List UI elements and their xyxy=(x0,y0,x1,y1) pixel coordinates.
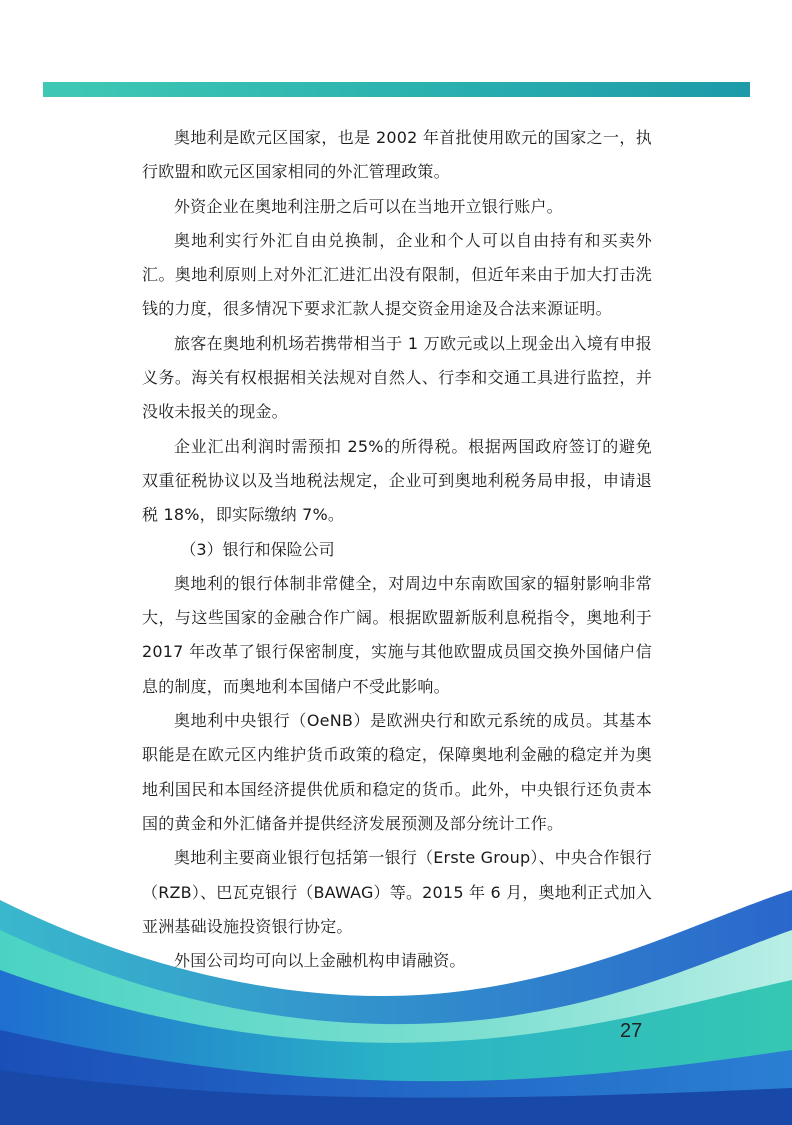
paragraph: 企业汇出利润时需预扣 25%的所得税。根据两国政府签订的避免双重征税协议以及当地税法规定，企业可到奥地利税务局申报，申请退税 18%，即实际缴纳 7%。 xyxy=(142,436,652,525)
body-text xyxy=(142,121,652,978)
paragraph: 外国公司均可向以上金融机构申请融资。 xyxy=(174,951,466,971)
header-band xyxy=(43,82,750,97)
paragraph: 奥地利中央银行（OeNB）是欧洲央行和欧元系统的成员。其基本职能是在欧元区内维护货币政策的稳定，保障奥地利金融的稳定并为奥地利国民和本国经济提供优质和稳定的货币。此外，中央银行还负责本国的黄金和外汇储备并提供经济发展预测及部分统计工作。 xyxy=(142,711,652,833)
page-number: 27 xyxy=(620,1020,643,1042)
section-heading: （3）银行和保险公司 xyxy=(180,539,335,559)
paragraph: 外资企业在奥地利注册之后可以在当地开立银行账户。 xyxy=(174,196,563,216)
paragraph: 奥地利是欧元区国家，也是 2002 年首批使用欧元的国家之一，执行欧盟和欧元区国家相同的外汇管理政策。 xyxy=(142,128,652,182)
paragraph: 旅客在奥地利机场若携带相当于 1 万欧元或以上现金出入境有申报义务。海关有权根据相关法规对自然人、行李和交通工具进行监控，并没收未报关的现金。 xyxy=(142,333,652,422)
paragraph: 奥地利主要商业银行包括第一银行（Erste Group）、中央合作银行（RZB）、巴瓦克银行（BAWAG）等。2015 年 6 月，奥地利正式加入亚洲基础设施投资银行协定。 xyxy=(142,848,652,936)
paragraph: 奥地利实行外汇自由兑换制，企业和个人可以自由持有和买卖外汇。奥地利原则上对外汇汇进汇出没有限制，但近年来由于加大打击洗钱的力度，很多情况下要求汇款人提交资金用途及合法来源证明。 xyxy=(142,230,652,319)
paragraph: 奥地利的银行体制非常健全，对周边中东南欧国家的辐射影响非常大，与这些国家的金融合作广阔。根据欧盟新版利息税指令，奥地利于 2017 年改革了银行保密制度，实施与其他欧盟成员国交换外国储户信息的制度，而奥地利本国储户不受此影响。 xyxy=(142,573,652,696)
